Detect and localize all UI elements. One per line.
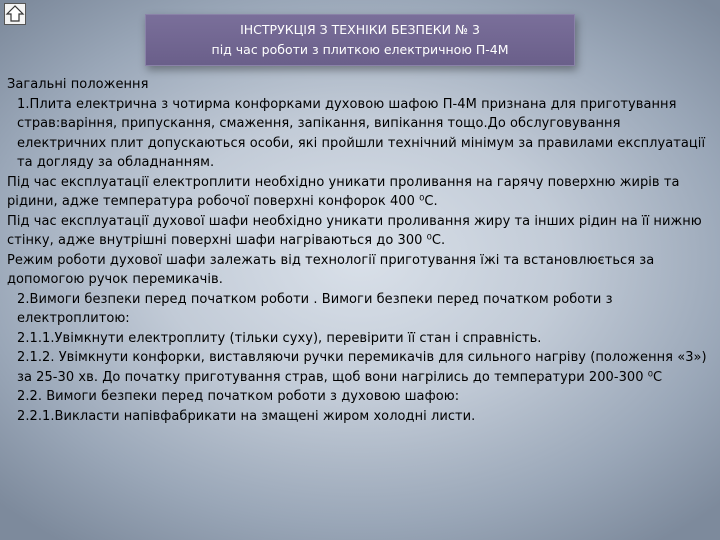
- paragraph-2-1-2: 2.1.2. Увімкнути конфорки, виставляючи ручки перемикачів для сильного нагріву (положення «3») за 25-30 хв. До початку приготування страв, щоб вони нагрілись до температури 200-300 ⁰С: [17, 350, 707, 385]
- title-banner: [145, 14, 575, 66]
- paragraph-requirements: 2.Вимоги безпеки перед початком роботи . Вимоги безпеки перед початком роботи з електроплитою:: [17, 291, 613, 326]
- paragraph-2-1-1: 2.1.1.Увімкнути електроплиту (тільки суху), перевірити її стан і справність.: [17, 330, 542, 346]
- title-line-2: під час роботи з плиткою електричною П-4М: [211, 42, 509, 57]
- instruction-body: [7, 75, 713, 426]
- paragraph-stove-spill: Під час експлуатації електроплити необхідно уникати проливання на гарячу поверхню жирів та рідини, адже температура робочої поверхні конфорок 400 ⁰С.: [7, 174, 680, 209]
- paragraph-oven-spill: Під час експлуатації духової шафи необхідно уникати проливання жиру та інших рідин на її нижню стінку, адже внутрішні поверхні шафи нагріваються до 300 ⁰С.: [7, 213, 702, 248]
- paragraph-2-2: 2.2. Вимоги безпеки перед початком роботи з духовою шафою:: [17, 389, 460, 404]
- home-icon[interactable]: [4, 3, 26, 25]
- title-line-1: ІНСТРУКЦІЯ З ТЕХНІКИ БЕЗПЕКИ № 3: [240, 22, 480, 37]
- section-heading: Загальні положення: [7, 77, 149, 92]
- paragraph-general: 1.Плита електрична з чотирма конфорками духовою шафою П-4М признана для приготування страв:варіння, припускання, смаження, запікання, випікання тощо.До обслуговування електричних плит допускаються особи, які пройшли технічний мінімум за правилами експлуатації та догляду за обладнанням.: [17, 96, 706, 170]
- paragraph-2-2-1: 2.2.1.Викласти напівфабрикати на змащені жиром холодні листи.: [17, 408, 476, 424]
- paragraph-oven-mode: Режим роботи духової шафи залежать від технології приготування їжі та встановлюється за допомогою ручок перемикачів.: [7, 252, 655, 287]
